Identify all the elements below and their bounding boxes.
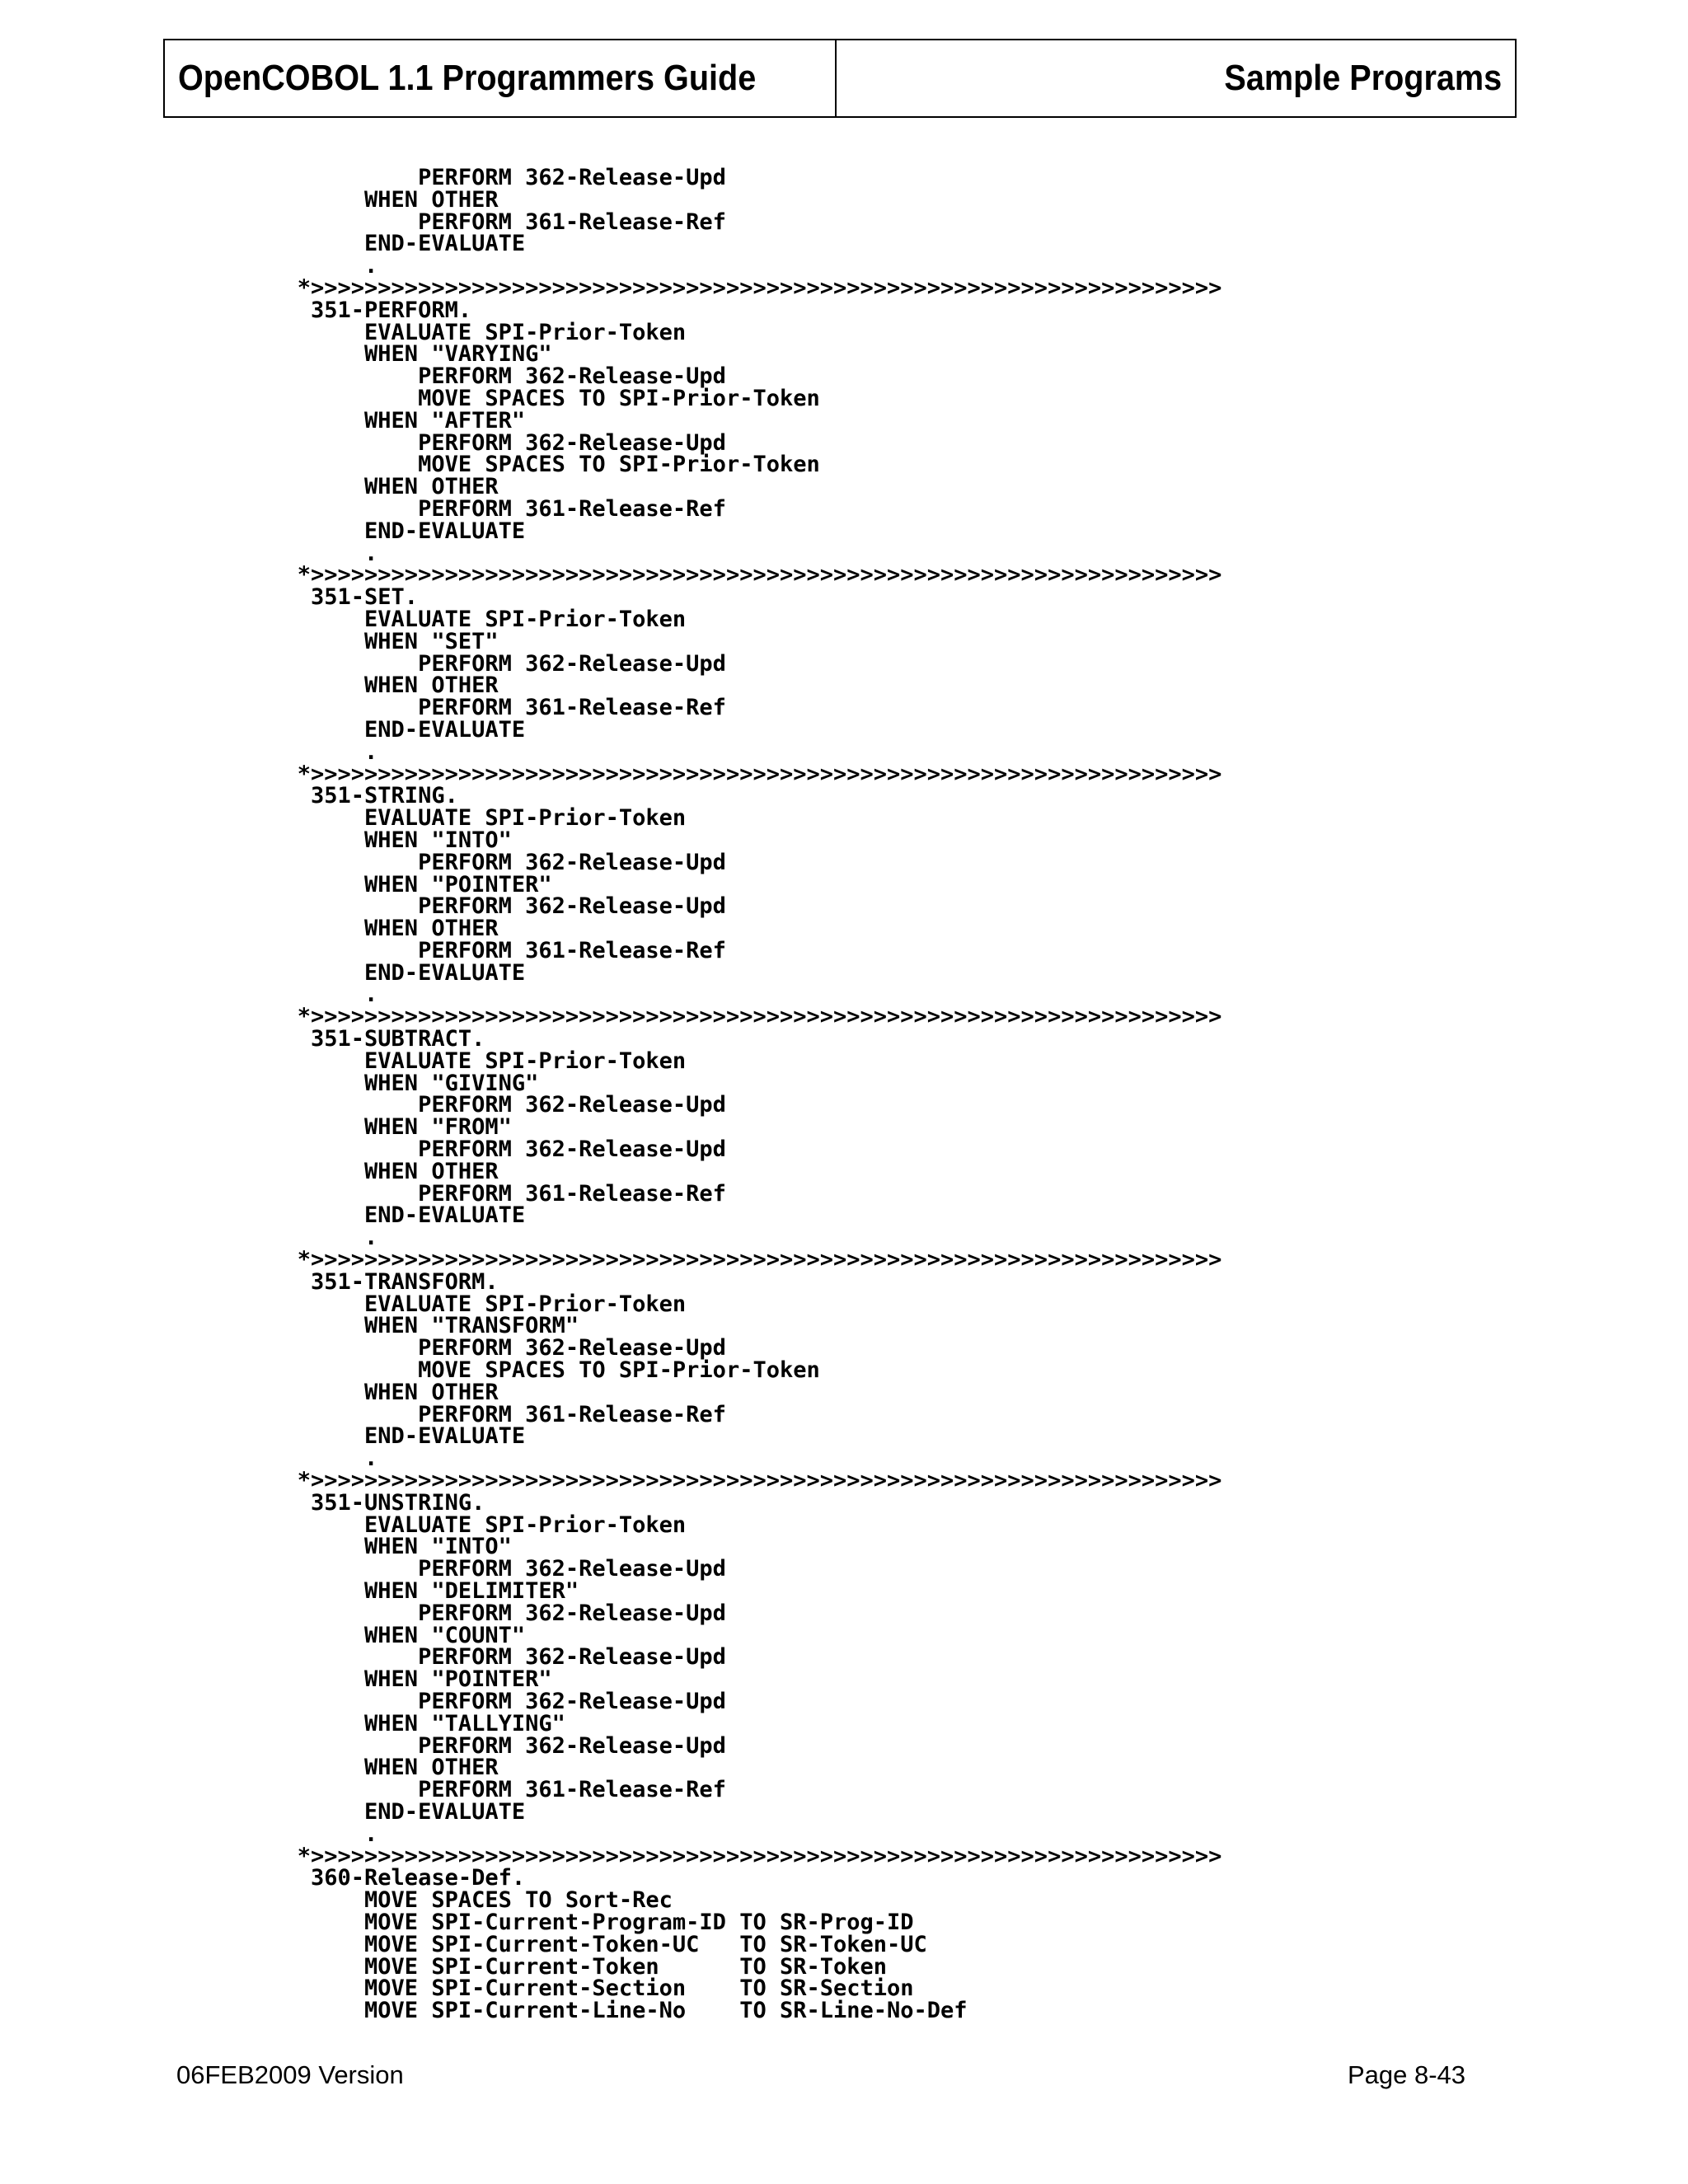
code-line: WHEN "GIVING" <box>257 1070 539 1096</box>
document-title: OpenCOBOL 1.1 Programmers Guide <box>178 58 757 98</box>
code-line: PERFORM 362-Release-Upd <box>257 1137 726 1163</box>
code-line: WHEN OTHER <box>257 474 499 500</box>
code-line: MOVE SPACES TO SPI-Prior-Token <box>257 385 820 411</box>
code-line: WHEN "COUNT" <box>257 1622 526 1648</box>
code-line: 351-STRING. <box>257 783 458 809</box>
code-line: EVALUATE SPI-Prior-Token <box>257 1291 687 1317</box>
code-line: EVALUATE SPI-Prior-Token <box>257 1511 687 1538</box>
code-line: MOVE SPI-Current-Token TO SR-Token <box>257 1953 888 1980</box>
code-line: END-EVALUATE <box>257 231 526 257</box>
code-line: PERFORM 362-Release-Upd <box>257 1688 726 1714</box>
code-line: EVALUATE SPI-Prior-Token <box>257 319 687 345</box>
code-line: MOVE SPI-Current-Program-ID TO SR-Prog-ID <box>257 1909 914 1935</box>
code-line: PERFORM 361-Release-Ref <box>257 1401 726 1427</box>
code-line: PERFORM 361-Release-Ref <box>257 937 726 963</box>
code-line: . <box>257 253 378 279</box>
code-line: WHEN OTHER <box>257 673 499 699</box>
code-line: PERFORM 362-Release-Upd <box>257 165 726 190</box>
code-line: PERFORM 362-Release-Upd <box>257 1092 726 1118</box>
code-line: PERFORM 362-Release-Upd <box>257 1600 726 1626</box>
code-line: WHEN "INTO" <box>257 827 512 853</box>
code-line: *>>>>>>>>>>>>>>>>>>>>>>>>>>>>>>>>>>>>>>>>>>>>>>>>>>>>>>>>>>>>>>>>>>>> <box>257 761 1222 787</box>
code-line: 351-PERFORM. <box>257 297 472 323</box>
code-line: *>>>>>>>>>>>>>>>>>>>>>>>>>>>>>>>>>>>>>>>>>>>>>>>>>>>>>>>>>>>>>>>>>>>> <box>257 1004 1222 1030</box>
code-line: PERFORM 362-Release-Upd <box>257 650 726 677</box>
header-section-cell <box>837 40 1515 116</box>
header-title-cell <box>165 40 837 116</box>
code-line: PERFORM 362-Release-Upd <box>257 1335 726 1361</box>
code-line: MOVE SPACES TO SPI-Prior-Token <box>257 1357 820 1384</box>
code-line: END-EVALUATE <box>257 1798 526 1825</box>
code-line: WHEN "POINTER" <box>257 871 552 898</box>
code-line: . <box>257 982 378 1008</box>
footer-page-number: Page 8-43 <box>1347 2060 1465 2089</box>
code-line: *>>>>>>>>>>>>>>>>>>>>>>>>>>>>>>>>>>>>>>>>>>>>>>>>>>>>>>>>>>>>>>>>>>>> <box>257 1247 1222 1273</box>
code-line: 351-TRANSFORM. <box>257 1268 499 1295</box>
code-line: WHEN OTHER <box>257 1755 499 1781</box>
code-line: *>>>>>>>>>>>>>>>>>>>>>>>>>>>>>>>>>>>>>>>>>>>>>>>>>>>>>>>>>>>>>>>>>>>> <box>257 1843 1222 1869</box>
code-line: *>>>>>>>>>>>>>>>>>>>>>>>>>>>>>>>>>>>>>>>>>>>>>>>>>>>>>>>>>>>>>>>>>>>> <box>257 1468 1222 1494</box>
code-line: . <box>257 1225 378 1251</box>
code-line: PERFORM 362-Release-Upd <box>257 849 726 875</box>
footer-version: 06FEB2009 Version <box>176 2060 404 2089</box>
code-line: . <box>257 738 378 765</box>
code-line: 351-UNSTRING. <box>257 1489 485 1516</box>
code-line: MOVE SPI-Current-Token-UC TO SR-Token-UC <box>257 1931 927 1957</box>
code-line: WHEN OTHER <box>257 916 499 942</box>
code-line: . <box>257 540 378 566</box>
code-line: END-EVALUATE <box>257 518 526 544</box>
code-line: END-EVALUATE <box>257 1202 526 1229</box>
code-line: PERFORM 362-Release-Upd <box>257 1732 726 1759</box>
code-listing <box>257 167 1221 2022</box>
code-line: 360-Release-Def. <box>257 1865 526 1891</box>
code-line: WHEN "SET" <box>257 628 499 654</box>
code-line: WHEN "FROM" <box>257 1114 512 1141</box>
code-line: PERFORM 362-Release-Upd <box>257 1644 726 1671</box>
code-line: PERFORM 362-Release-Upd <box>257 429 726 456</box>
code-line: EVALUATE SPI-Prior-Token <box>257 606 687 632</box>
code-line: END-EVALUATE <box>257 959 526 986</box>
code-line: MOVE SPI-Current-Section TO SR-Section <box>257 1975 914 2002</box>
code-line: WHEN "INTO" <box>257 1534 512 1560</box>
code-line: END-EVALUATE <box>257 716 526 743</box>
code-line: PERFORM 361-Release-Ref <box>257 209 726 235</box>
page-header <box>163 39 1517 118</box>
code-line: *>>>>>>>>>>>>>>>>>>>>>>>>>>>>>>>>>>>>>>>>>>>>>>>>>>>>>>>>>>>>>>>>>>>> <box>257 274 1222 301</box>
code-line: WHEN "TALLYING" <box>257 1710 565 1736</box>
code-line: WHEN OTHER <box>257 1379 499 1405</box>
code-line: PERFORM 361-Release-Ref <box>257 1180 726 1207</box>
code-line: PERFORM 362-Release-Upd <box>257 1556 726 1582</box>
code-line: 351-SET. <box>257 584 419 611</box>
code-line: WHEN "POINTER" <box>257 1666 552 1693</box>
code-line: EVALUATE SPI-Prior-Token <box>257 805 687 832</box>
section-title: Sample Programs <box>1224 58 1502 98</box>
code-line: WHEN "TRANSFORM" <box>257 1313 579 1339</box>
code-line: WHEN "VARYING" <box>257 341 552 368</box>
code-line: MOVE SPACES TO SPI-Prior-Token <box>257 452 820 478</box>
code-line: PERFORM 361-Release-Ref <box>257 695 726 721</box>
code-line: PERFORM 362-Release-Upd <box>257 363 726 390</box>
code-line: MOVE SPACES TO Sort-Rec <box>257 1887 673 1914</box>
code-line: 351-SUBTRACT. <box>257 1026 485 1052</box>
code-line: MOVE SPI-Current-Line-No TO SR-Line-No-Def <box>257 1998 968 2024</box>
code-line: PERFORM 361-Release-Ref <box>257 1777 726 1803</box>
code-line: WHEN "DELIMITER" <box>257 1578 579 1604</box>
code-line: WHEN OTHER <box>257 1158 499 1184</box>
code-line: . <box>257 1446 378 1472</box>
code-line: *>>>>>>>>>>>>>>>>>>>>>>>>>>>>>>>>>>>>>>>>>>>>>>>>>>>>>>>>>>>>>>>>>>>> <box>257 562 1222 588</box>
code-line: PERFORM 361-Release-Ref <box>257 495 726 522</box>
code-line: PERFORM 362-Release-Upd <box>257 893 726 920</box>
code-line: WHEN OTHER <box>257 186 499 213</box>
code-line: WHEN "AFTER" <box>257 407 526 434</box>
code-line: EVALUATE SPI-Prior-Token <box>257 1047 687 1074</box>
code-line: . <box>257 1821 378 1847</box>
code-line: END-EVALUATE <box>257 1423 526 1450</box>
